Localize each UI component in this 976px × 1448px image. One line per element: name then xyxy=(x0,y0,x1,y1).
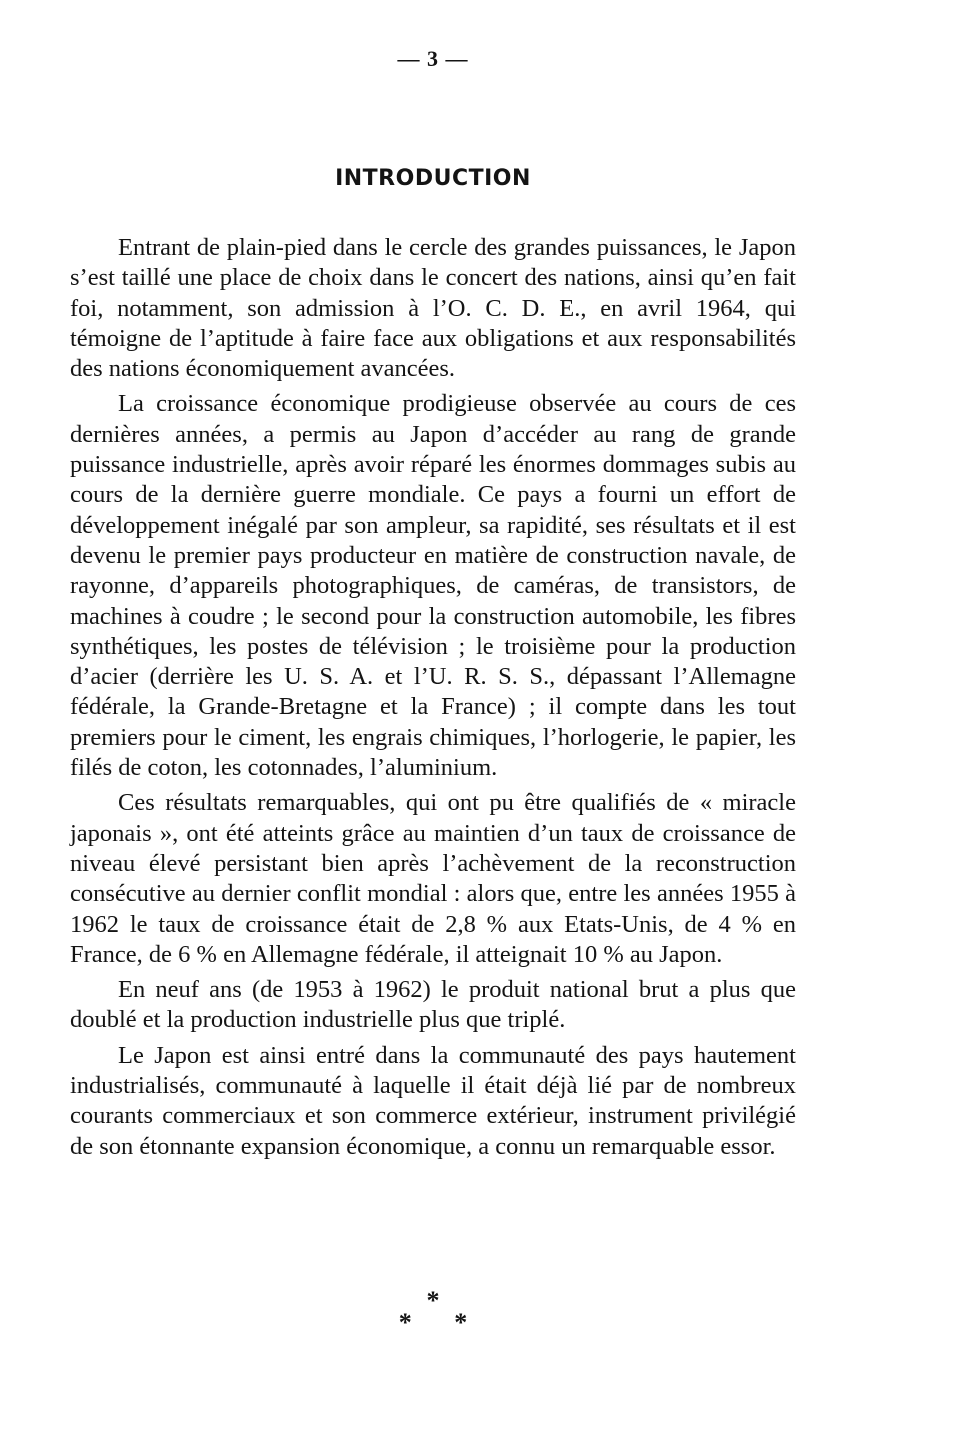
asterism-bottom: * * xyxy=(398,1308,486,1337)
paragraph: En neuf ans (de 1953 à 1962) le produit national brut a plus que doublé et la production industrielle plus que triplé. xyxy=(70,976,796,1034)
page-number: — 3 — xyxy=(397,46,469,71)
asterism-top: * xyxy=(426,1286,440,1315)
paragraph: La croissance économique prodigieuse observée au cours de ces dernières années, a permis au Japon d’accéder au rang de grande puissance industrielle, après avoir réparé les énormes dommages subis au cours de la dernière guerre mondiale. Ce pays a fourni un effort de développement inégalé par son ampleur, sa rapidité, ses résultats et il est devenu le premier pays producteur en matière de construction navale, de rayonne, d’appareils photographiques, de caméras, de transistors, de machines à coudre ; le second pour la construction automobile, les fibres synthétiques, les postes de télévision ; le troisième pour la production d’acier (derrière les U. S. A. et l’U. R. S. S., dépassant l’Allemagne fédérale, la Grande-Bretagne et la France) ; il compte dans les tout premiers pour le ciment, les engrais chimiques, l’horlogerie, le papier, les filés de coton, les cotonnades, l’aluminium. xyxy=(70,390,796,782)
section-heading: INTRODUCTION xyxy=(335,166,531,191)
asterism-separator xyxy=(0,1286,866,1337)
paragraph: Ces résultats remarquables, qui ont pu être qualifiés de « miracle japonais », ont été atteints grâce au maintien d’un taux de croissance de niveau élevé persistant bien après l’achèvement de la reconstruction consécutive au dernier conflit mondial : alors que, entre les années 1955 à 1962 le taux de croissance était de 2,8 % aux Etats-Unis, de 4 % en France, de 6 % en Allemagne fédérale, il atteignait 10 % au Japon. xyxy=(70,789,796,968)
paragraph: Entrant de plain-pied dans le cercle des grandes puissances, le Japon s’est taillé une place de choix dans le concert des nations, ainsi qu’en fait foi, notamment, son admission à l’O. C. D. E., en avril 1964, qui témoigne de l’aptitude à faire face aux obligations et aux responsabilités des nations économiquement avancées. xyxy=(70,234,796,383)
body-text xyxy=(70,233,796,1167)
paragraph: Le Japon est ainsi entré dans la communauté des pays hautement industrialisés, communauté à laquelle il était déjà lié par de nombreux courants commerciaux et son commerce extérieur, instrument privilégié de son étonnante expansion économique, a connu un remarquable essor. xyxy=(70,1041,796,1160)
